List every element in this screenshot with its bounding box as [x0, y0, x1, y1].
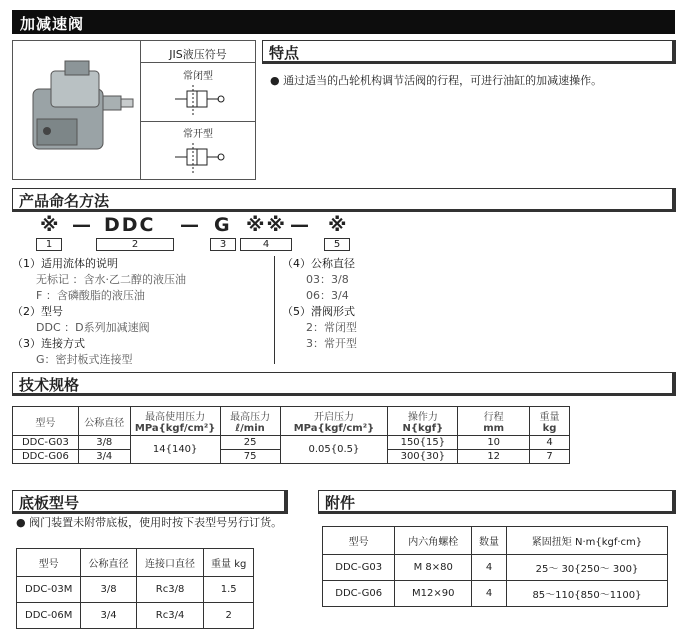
table-row [17, 577, 254, 603]
code-ddc: DDC [104, 214, 156, 236]
spec-force-label: 操作力 [407, 412, 438, 423]
naming-left-list [12, 256, 186, 368]
naming-item-3-heading: （3）连接方式 [12, 337, 85, 350]
accessory-heading: 附件 [318, 490, 676, 514]
acc-cell: 4 [472, 581, 507, 607]
jis-divider [141, 121, 255, 122]
normally-open-label: 常开型 [183, 129, 213, 140]
base-note: ● 阀门装置未附带底板，使用时按下表型号另行订货。 [16, 516, 283, 529]
code-box-4: 4 [240, 238, 292, 251]
acc-col-torque: 紧固扭矩 N·m{kgf·cm} [506, 527, 667, 555]
spec-cell: 4 [530, 436, 570, 450]
spec-col-open-pressure [280, 407, 388, 436]
spec-cell: 75 [220, 450, 280, 464]
spec-weight-label: 重量 [539, 412, 560, 423]
spec-col-max-flow [220, 407, 280, 436]
spec-max-pressure-unit: MPa{kgf/cm²} [134, 423, 216, 434]
acc-cell: DDC-G06 [323, 581, 395, 607]
naming-item-2-sub-1: DDC ：D系列加减速阀 [36, 321, 150, 334]
code-box-1: 1 [36, 238, 62, 251]
spec-cell: 3/8 [78, 436, 130, 450]
spec-weight-unit: kg [542, 423, 557, 434]
spec-open-pressure-label: 开启压力 [313, 412, 354, 423]
acc-col-qty: 数量 [472, 527, 507, 555]
product-box [12, 40, 256, 180]
base-cell: 1.5 [204, 577, 254, 603]
acc-cell: DDC-G03 [323, 555, 395, 581]
spec-col-diameter: 公称直径 [78, 407, 130, 436]
code-star-3: ※ [328, 214, 349, 236]
spec-cell: 150{15} [388, 436, 458, 450]
acc-cell: M 8×80 [395, 555, 472, 581]
acc-cell: M12×90 [395, 581, 472, 607]
page-title: 加减速阀 [12, 10, 675, 34]
code-dash-1: — [72, 214, 93, 236]
normally-closed-symbol-icon [173, 83, 225, 117]
base-note-text: 阀门装置未附带底板，使用时按下表型号另行订货。 [29, 516, 283, 529]
spec-cell: DDC-G06 [13, 450, 79, 464]
features-body: 通过适当的凸轮机构调节活阀的行程，可进行油缸的加减速操作。 [283, 74, 603, 87]
product-photo [13, 41, 141, 179]
spec-heading: 技术规格 [12, 372, 676, 396]
spec-cell: 25 [220, 436, 280, 450]
naming-heading: 产品命名方法 [12, 188, 676, 212]
spec-header-row [13, 407, 570, 436]
base-col-port: 连接口直径 [136, 549, 204, 577]
features-text: ● 通过适当的凸轮机构调节活阀的行程，可进行油缸的加减速操作。 [270, 74, 603, 87]
naming-item-1-heading: （1）适用流体的说明 [12, 257, 118, 270]
naming-item-5-sub-1: 2：常闭型 [306, 321, 357, 334]
spec-open-pressure-unit: MPa{kgf/cm²} [293, 423, 375, 434]
spec-cell: 14{140} [130, 436, 220, 464]
acc-header-row [323, 527, 668, 555]
code-star-2: ※※ [246, 214, 287, 236]
jis-title: JIS液压符号 [141, 41, 255, 63]
accessory-table [322, 526, 668, 607]
acc-cell: 4 [472, 555, 507, 581]
base-cell: 3/8 [81, 577, 136, 603]
spec-col-weight [530, 407, 570, 436]
spec-col-model: 型号 [13, 407, 79, 436]
valve-image [13, 41, 141, 179]
base-cell: Rc3/4 [136, 603, 204, 629]
code-box-3: 3 [210, 238, 236, 251]
naming-item-4-heading: （4）公称直径 [282, 257, 355, 270]
base-header-row [17, 549, 254, 577]
code-dash-3: — [290, 214, 311, 236]
base-cell: 3/4 [81, 603, 136, 629]
naming-divider [274, 256, 275, 364]
code-box-5: 5 [324, 238, 350, 251]
naming-item-4-sub-2: 06：3/4 [306, 289, 349, 302]
table-row [323, 581, 668, 607]
naming-item-3-sub-1: G：密封板式连接型 [36, 353, 133, 366]
table-row [323, 555, 668, 581]
spec-cell: 7 [530, 450, 570, 464]
spec-max-flow-unit: ℓ/min [235, 423, 265, 434]
spec-cell: 12 [458, 450, 530, 464]
spec-cell: DDC-G03 [13, 436, 79, 450]
spec-cell: 3/4 [78, 450, 130, 464]
normally-open-symbol-icon [173, 141, 225, 175]
spec-col-max-pressure [130, 407, 220, 436]
code-star-1: ※ [40, 214, 61, 236]
acc-cell: 85～110{850～1100} [506, 581, 667, 607]
spec-max-pressure-label: 最高使用压力 [145, 412, 206, 423]
normally-closed-label: 常闭型 [183, 71, 213, 82]
acc-col-bolt: 内六角螺栓 [395, 527, 472, 555]
base-table [16, 548, 254, 629]
spec-table [12, 406, 570, 464]
naming-right-list [282, 256, 357, 352]
naming-item-5-heading: （5）滑阀形式 [282, 305, 355, 318]
spec-stroke-label: 行程 [483, 412, 504, 423]
spec-stroke-unit: mm [483, 423, 505, 434]
base-cell: DDC-06M [17, 603, 81, 629]
naming-item-5-sub-2: 3：常开型 [306, 337, 357, 350]
acc-col-model: 型号 [323, 527, 395, 555]
naming-item-2-heading: （2）型号 [12, 305, 63, 318]
table-row [17, 603, 254, 629]
jis-symbol-panel [141, 41, 255, 179]
code-g: G [214, 214, 232, 236]
naming-item-1-sub-1: 无标记 ：含水·乙二醇的液压油 [36, 273, 186, 286]
base-cell: Rc3/8 [136, 577, 204, 603]
spec-cell: 10 [458, 436, 530, 450]
spec-force-unit: N{kgf} [402, 423, 444, 434]
acc-cell: 25～ 30{250～ 300} [506, 555, 667, 581]
table-row [13, 436, 570, 450]
base-heading: 底板型号 [12, 490, 288, 514]
spec-max-flow-label: 最高压力 [230, 412, 271, 423]
spec-cell: 300{30} [388, 450, 458, 464]
features-heading: 特点 [262, 40, 676, 64]
code-dash-2: — [180, 214, 201, 236]
code-box-2: 2 [96, 238, 174, 251]
spec-col-force [388, 407, 458, 436]
base-col-model: 型号 [17, 549, 81, 577]
base-cell: 2 [204, 603, 254, 629]
spec-cell: 0.05{0.5} [280, 436, 388, 464]
base-cell: DDC-03M [17, 577, 81, 603]
base-col-diameter: 公称直径 [81, 549, 136, 577]
naming-item-1-sub-2: F ：含磷酸脂的液压油 [36, 289, 145, 302]
naming-item-4-sub-1: 03：3/8 [306, 273, 349, 286]
base-col-weight: 重量 kg [204, 549, 254, 577]
spec-col-stroke [458, 407, 530, 436]
